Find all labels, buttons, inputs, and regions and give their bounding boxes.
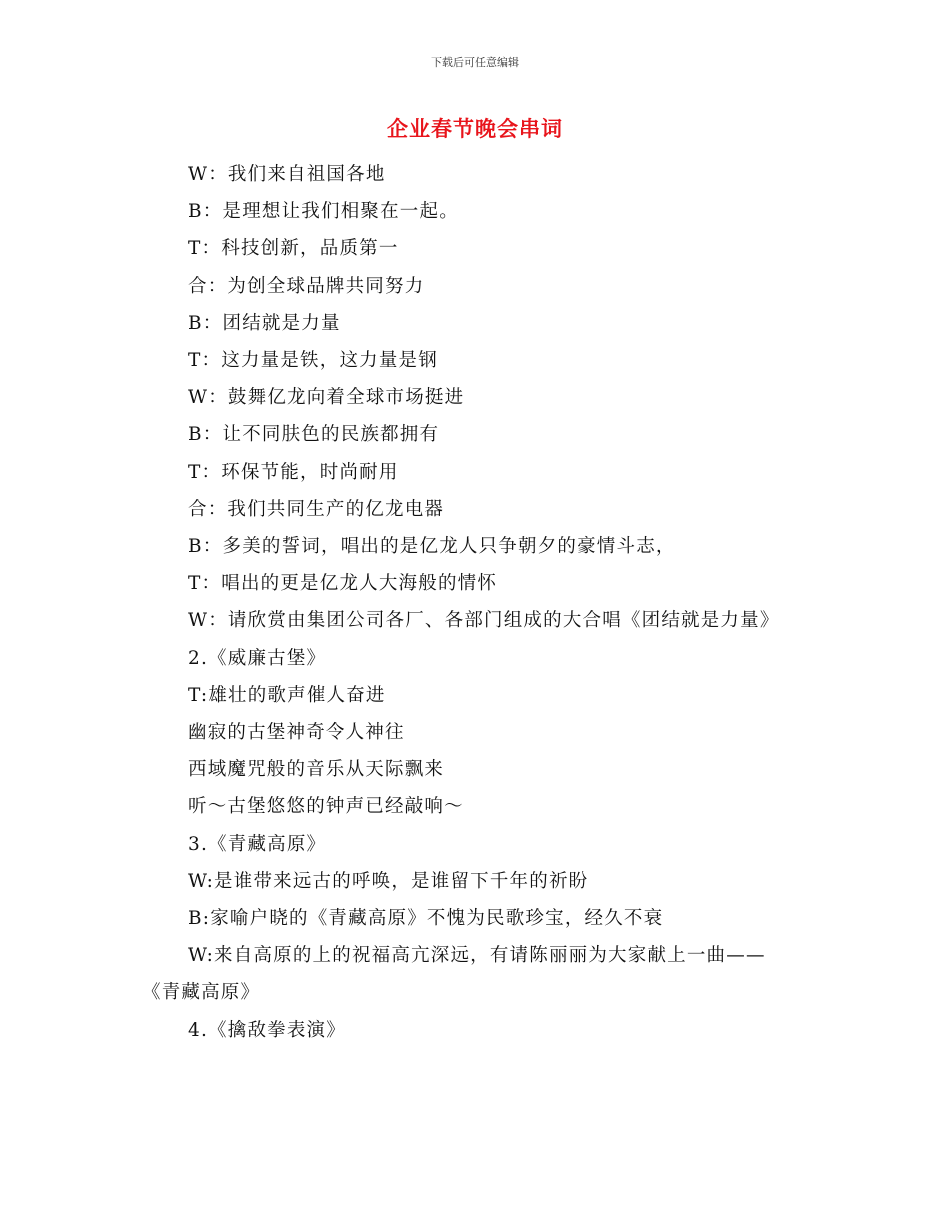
paragraph: T：唱出的更是亿龙人大海般的情怀 xyxy=(188,573,498,595)
paragraph: W:是谁带来远古的呼唤，是谁留下千年的祈盼 xyxy=(188,870,589,892)
paragraph: W：请欣赏由集团公司各厂、各部门组成的大合唱《团结就是力量》 xyxy=(188,610,780,632)
paragraph: B：团结就是力量 xyxy=(188,312,341,334)
paragraph: 合：为创全球品牌共同努力 xyxy=(188,275,425,297)
paragraph: B:家喻户晓的《青藏高原》不愧为民歌珍宝，经久不衰 xyxy=(188,908,664,930)
paragraph: 听～古堡悠悠的钟声已经敲响～ xyxy=(188,796,464,818)
document-body xyxy=(142,156,797,1049)
paragraph: T：这力量是铁，这力量是钢 xyxy=(188,350,438,372)
paragraph: 3.《青藏高原》 xyxy=(188,833,327,855)
paragraph: W：我们来自祖国各地 xyxy=(188,164,386,185)
paragraph: W：鼓舞亿龙向着全球市场挺进 xyxy=(188,387,465,409)
paragraph: 合：我们共同生产的亿龙电器 xyxy=(188,498,445,520)
paragraph: 西域魔咒般的音乐从天际飘来 xyxy=(188,759,445,781)
paragraph: T：科技创新，品质第一 xyxy=(188,238,399,260)
paragraph: B：多美的誓词，唱出的是亿龙人只争朝夕的豪情斗志， xyxy=(188,536,676,558)
document-title: 企业春节晚会串词 xyxy=(387,117,563,141)
paragraph: 4.《擒敌拳表演》 xyxy=(188,1019,346,1041)
paragraph: T:雄壮的歌声催人奋进 xyxy=(188,684,386,706)
paragraph: B：让不同肤色的民族都拥有 xyxy=(188,424,440,446)
paragraph: B：是理想让我们相聚在一起。 xyxy=(188,201,459,223)
paragraph: W:来自高原的上的祝福高亢深远，有请陈丽丽为大家献上一曲——《青藏高原》 xyxy=(142,945,766,1004)
paragraph: T：环保节能，时尚耐用 xyxy=(188,461,399,483)
paragraph: 2.《威廉古堡》 xyxy=(188,647,327,669)
paragraph: 幽寂的古堡神奇令人神往 xyxy=(188,722,405,744)
header-note: 下载后可任意编辑 xyxy=(431,56,519,69)
